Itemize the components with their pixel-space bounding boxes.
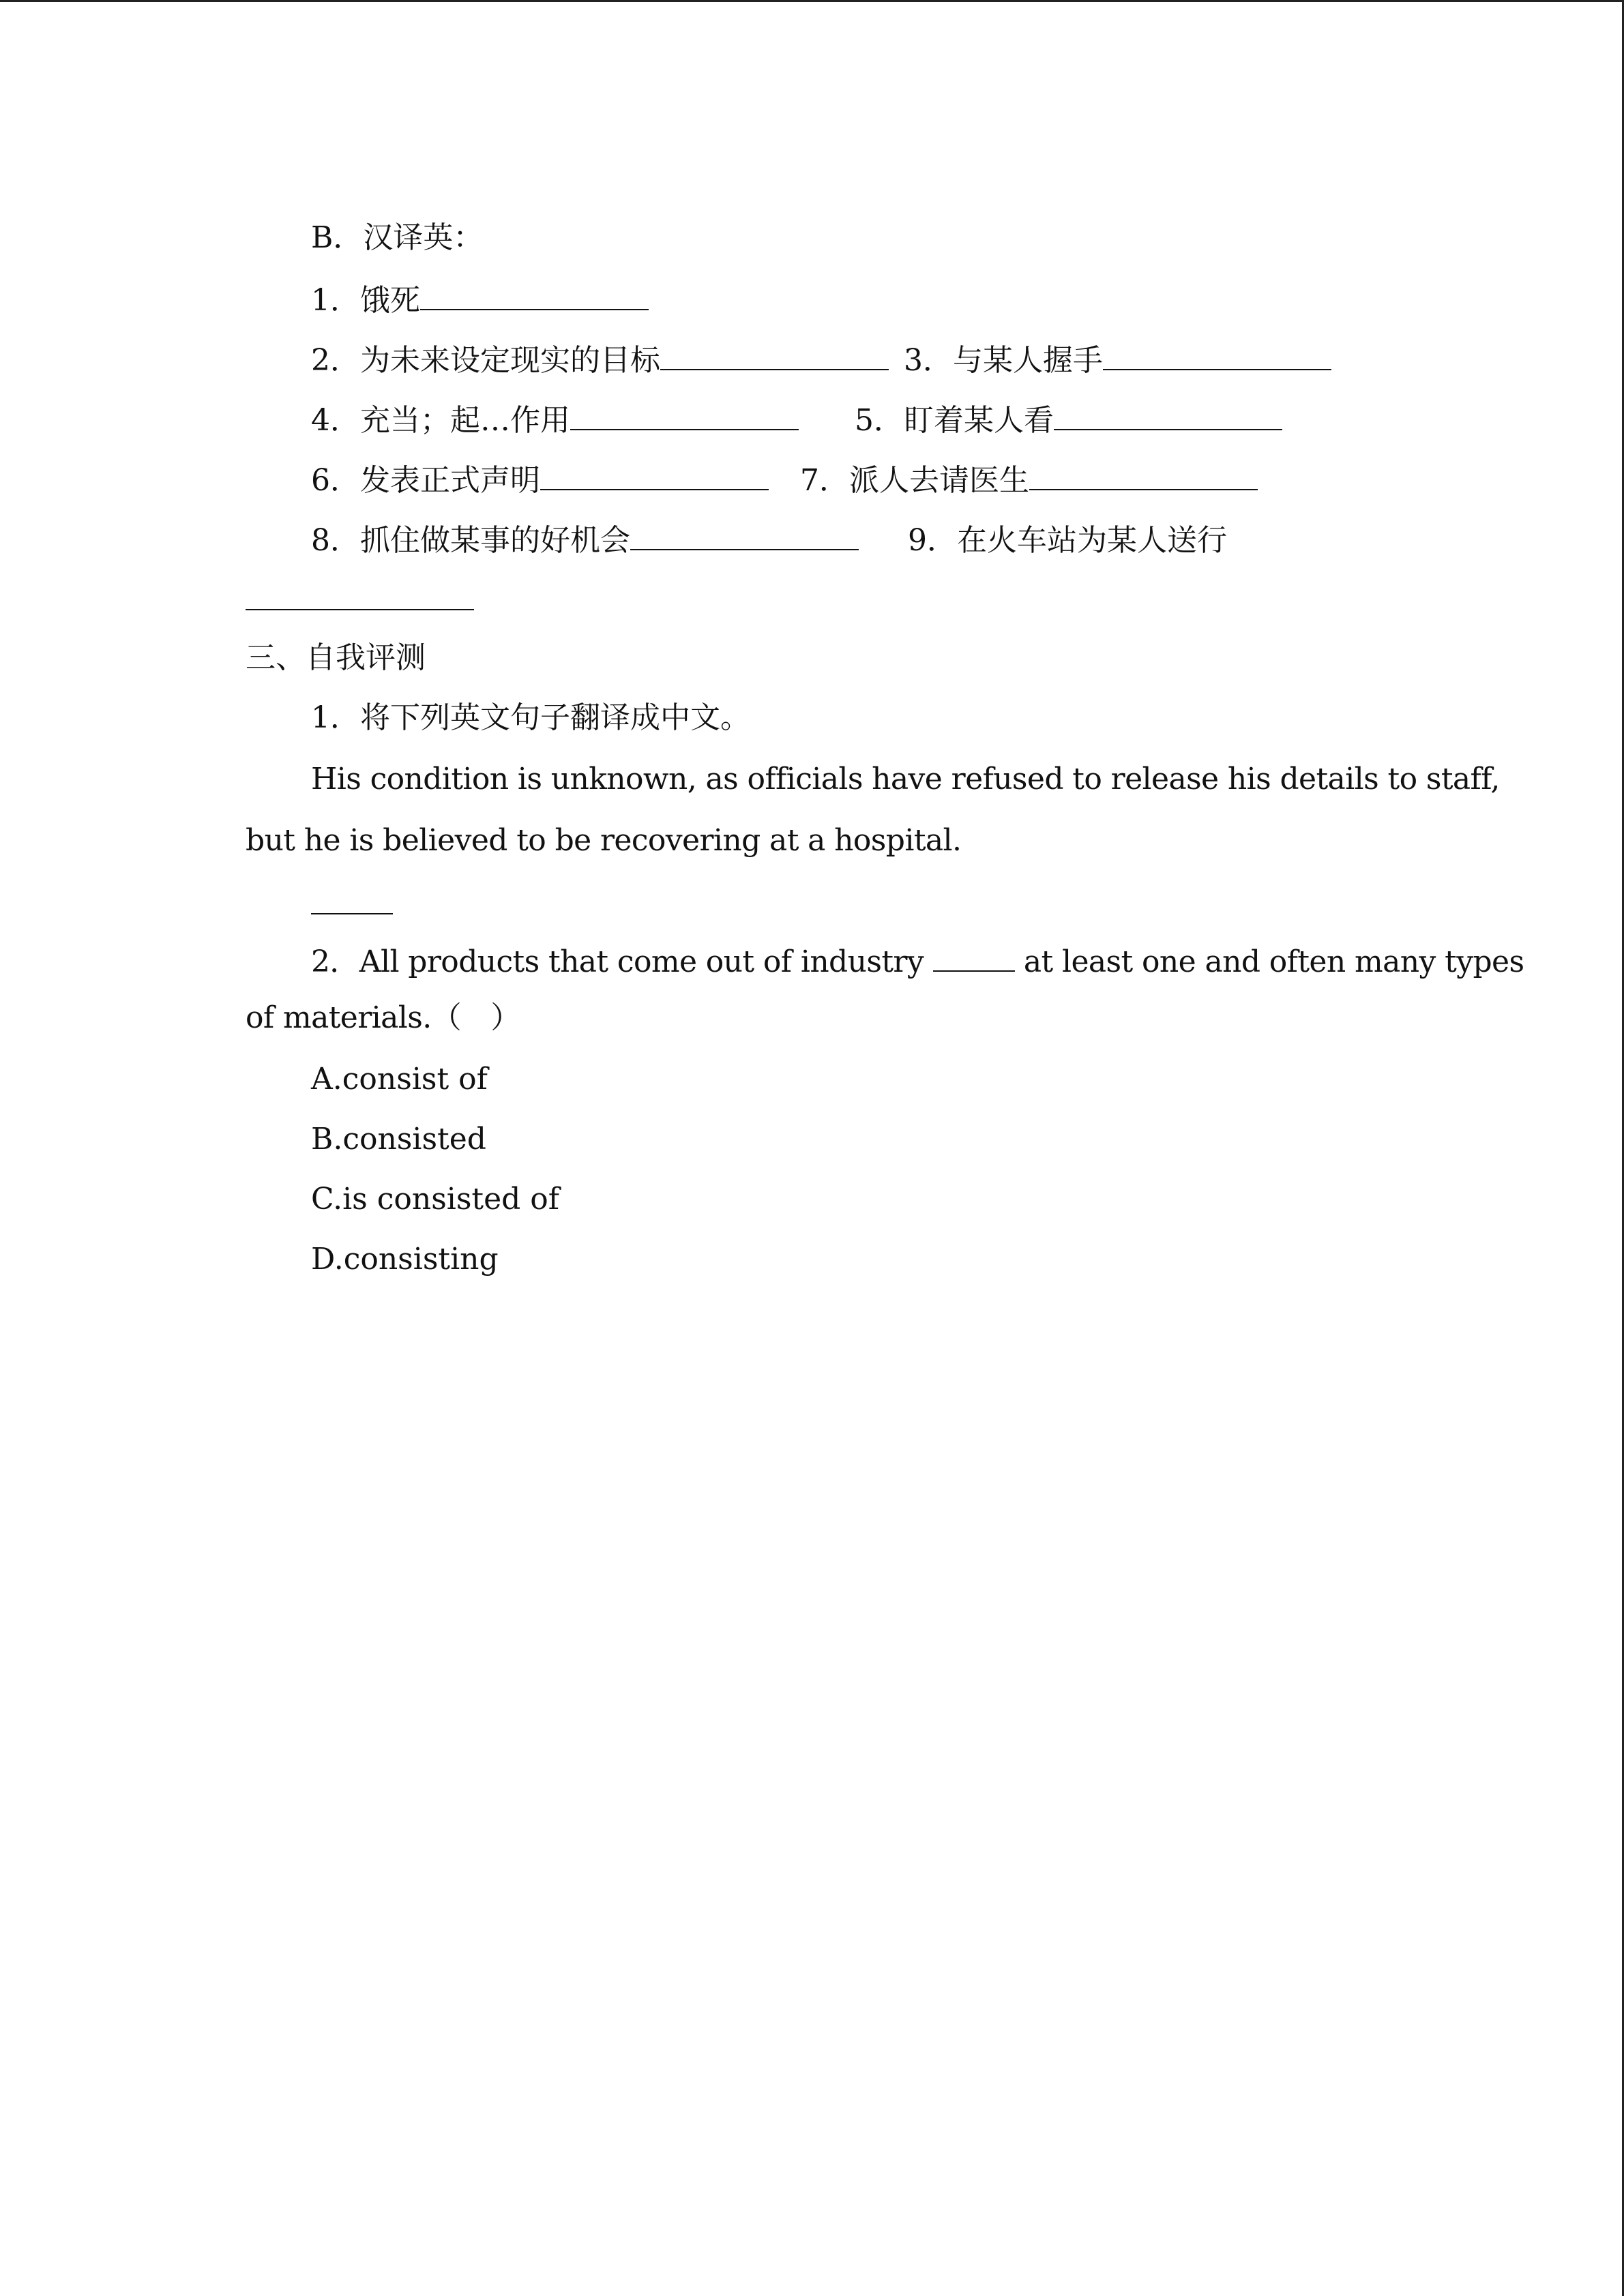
q2-option-c[interactable]: C.is consisted of (311, 1182, 560, 1217)
translation-item-9-blank (246, 578, 474, 621)
translation-row-8-9 (311, 518, 1227, 561)
section-3-heading: 三、自我评测 (246, 640, 426, 675)
answer-blank[interactable] (570, 398, 799, 430)
q2-stem-part1: 2．All products that come out of industry (311, 944, 924, 979)
answer-blank[interactable] (246, 578, 474, 610)
item-text: 9．在火车站为某人送行 (908, 523, 1227, 558)
q2-stem-part2: at least one and often many types (1023, 944, 1524, 979)
q1-sentence-line1: His condition is unknown, as officials have refused to release his details to staff, (311, 762, 1500, 796)
answer-blank[interactable] (660, 338, 889, 370)
q2-option-a[interactable]: A.consist of (311, 1062, 488, 1097)
item-text: 7．派人去请医生 (800, 463, 1029, 498)
answer-blank[interactable] (540, 458, 769, 490)
translation-row-6-7 (311, 458, 1258, 501)
item-text: 8．抓住做某事的好机会 (311, 523, 630, 558)
item-text: 6．发表正式声明 (311, 463, 540, 498)
answer-blank[interactable] (1103, 338, 1331, 370)
answer-blank[interactable] (311, 882, 393, 914)
translation-row-2-3 (311, 338, 1331, 381)
translation-item-1 (311, 278, 649, 321)
answer-blank[interactable] (933, 939, 1015, 972)
q2-stem-line2: of materials.（ ） (246, 1000, 520, 1035)
q2-stem-line1 (311, 939, 1524, 983)
item-text: 4．充当；起…作用 (311, 403, 570, 438)
q1-answer-line (311, 882, 393, 925)
answer-blank[interactable] (420, 278, 649, 310)
item-text: 5．盯着某人看 (855, 403, 1054, 438)
section-b-heading: B．汉译英： (311, 220, 484, 255)
item-text: 3．与某人握手 (904, 343, 1103, 378)
q2-option-b[interactable]: B.consisted (311, 1122, 486, 1157)
answer-blank[interactable] (1054, 398, 1282, 430)
translation-row-4-5 (311, 398, 1282, 441)
q2-option-d[interactable]: D.consisting (311, 1242, 499, 1277)
item-text: 2．为未来设定现实的目标 (311, 343, 660, 378)
q1-sentence-line2: but he is believed to be recovering at a hospital. (246, 823, 962, 858)
item-text: 1．饿死 (311, 283, 420, 318)
answer-blank[interactable] (630, 518, 859, 550)
q1-prompt: 1．将下列英文句子翻译成中文。 (311, 700, 750, 735)
answer-blank[interactable] (1029, 458, 1258, 490)
